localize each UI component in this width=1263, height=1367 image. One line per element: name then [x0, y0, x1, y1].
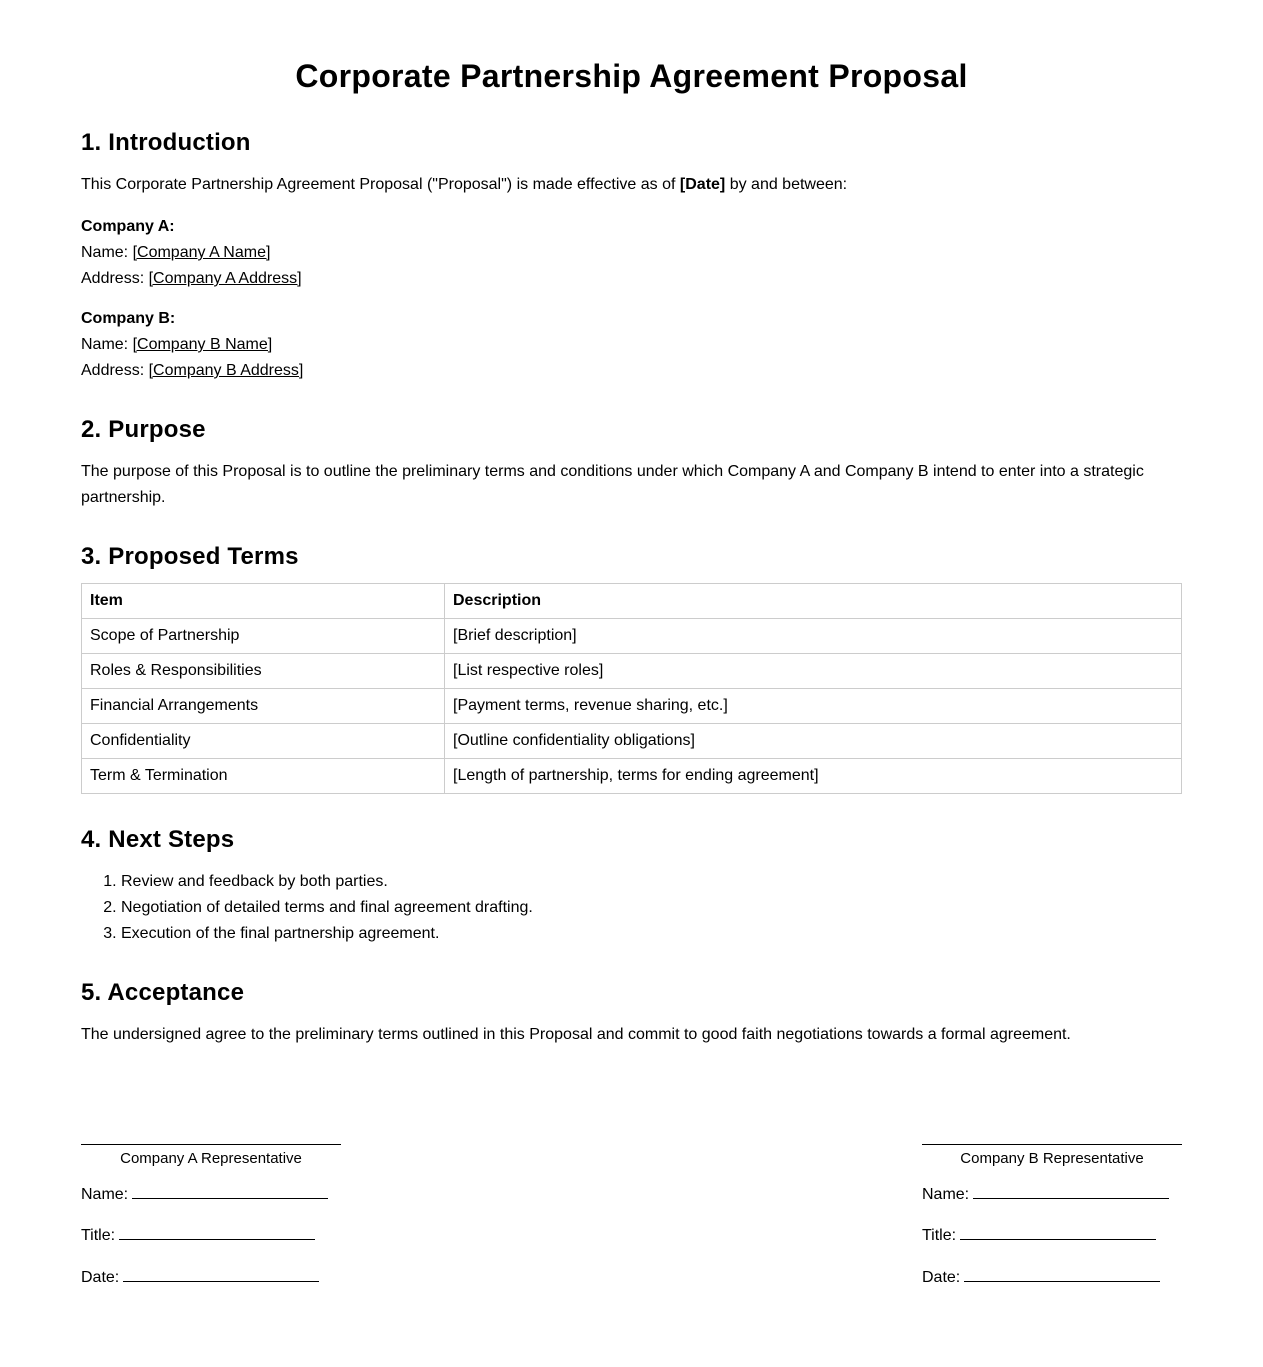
- company-a-address-line: Address: [Company A Address]: [81, 270, 302, 287]
- signature-date-field: Date:: [922, 1267, 1160, 1287]
- signature-block-company-b: [922, 1144, 1182, 1286]
- signature-line: [922, 1144, 1182, 1145]
- list-item: 3. Execution of the final partnership agreement.: [121, 921, 533, 947]
- table-cell-description: [Payment terms, revenue sharing, etc.]: [445, 689, 1182, 724]
- company-b-name-line: Name: [Company B Name]: [81, 336, 273, 353]
- date-placeholder: [Date]: [679, 176, 726, 193]
- company-a-block: [81, 214, 302, 292]
- name-blank-line: [132, 1184, 328, 1199]
- signature-line: [81, 1144, 341, 1145]
- acceptance-heading: 5. Acceptance: [81, 979, 245, 1006]
- terms-heading: 3. Proposed Terms: [81, 543, 299, 570]
- column-header-item: Item: [82, 584, 445, 619]
- signature-rep-label: Company A Representative: [120, 1150, 302, 1167]
- signature-rep-label: Company B Representative: [960, 1150, 1144, 1167]
- signature-name-field: Name:: [81, 1184, 328, 1204]
- table-cell-description: [List respective roles]: [445, 654, 1182, 689]
- table-header-row: [82, 584, 1182, 619]
- date-blank-line: [964, 1267, 1160, 1282]
- company-a-name-line: Name: [Company A Name]: [81, 244, 271, 261]
- table-row: [82, 759, 1182, 794]
- purpose-text: The purpose of this Proposal is to outline the preliminary terms and conditions under which Company A and Company B intend to enter into a strategic partnership.: [81, 463, 1144, 506]
- table-row: [82, 724, 1182, 759]
- signature-title-field: Title:: [81, 1225, 315, 1245]
- table-row: [82, 654, 1182, 689]
- company-a-address-placeholder: [Company A Address]: [148, 270, 302, 287]
- table-cell-description: [Brief description]: [445, 619, 1182, 654]
- name-blank-line: [973, 1184, 1169, 1199]
- table-cell-description: [Outline confidentiality obligations]: [445, 724, 1182, 759]
- list-item: 2. Negotiation of detailed terms and final agreement drafting.: [121, 895, 533, 921]
- table-row: [82, 619, 1182, 654]
- title-blank-line: [960, 1225, 1156, 1240]
- next-steps-list: [81, 869, 533, 947]
- purpose-heading: 2. Purpose: [81, 416, 206, 443]
- table-cell-item: Confidentiality: [82, 724, 445, 759]
- column-header-description: Description: [445, 584, 1182, 619]
- table-cell-item: Term & Termination: [82, 759, 445, 794]
- company-b-label: Company B:: [81, 310, 176, 327]
- introduction-text: This Corporate Partnership Agreement Proposal ("Proposal") is made effective as of [Date] by and between:: [81, 176, 848, 193]
- acceptance-text: The undersigned agree to the preliminary terms outlined in this Proposal and commit to good faith negotiations towards a formal agreement.: [81, 1026, 1071, 1043]
- terms-table: [81, 583, 1182, 794]
- document-title: Corporate Partnership Agreement Proposal: [295, 58, 968, 94]
- date-blank-line: [123, 1267, 319, 1282]
- table-cell-item: Roles & Responsibilities: [82, 654, 445, 689]
- signature-name-field: Name:: [922, 1184, 1169, 1204]
- table-cell-description: [Length of partnership, terms for ending agreement]: [445, 759, 1182, 794]
- table-cell-item: Financial Arrangements: [82, 689, 445, 724]
- table-cell-item: Scope of Partnership: [82, 619, 445, 654]
- next-steps-heading: 4. Next Steps: [81, 826, 235, 853]
- company-b-block: [81, 306, 303, 384]
- introduction-heading: 1. Introduction: [81, 129, 251, 156]
- company-b-address-line: Address: [Company B Address]: [81, 362, 304, 379]
- company-a-label: Company A:: [81, 218, 175, 235]
- title-blank-line: [119, 1225, 315, 1240]
- company-b-address-placeholder: [Company B Address]: [148, 362, 304, 379]
- company-a-name-placeholder: [Company A Name]: [132, 244, 271, 261]
- signature-title-field: Title:: [922, 1225, 1156, 1245]
- table-row: [82, 689, 1182, 724]
- signature-block-company-a: [81, 1144, 341, 1286]
- signature-date-field: Date:: [81, 1267, 319, 1287]
- company-b-name-placeholder: [Company B Name]: [132, 336, 273, 353]
- list-item: 1. Review and feedback by both parties.: [121, 869, 533, 895]
